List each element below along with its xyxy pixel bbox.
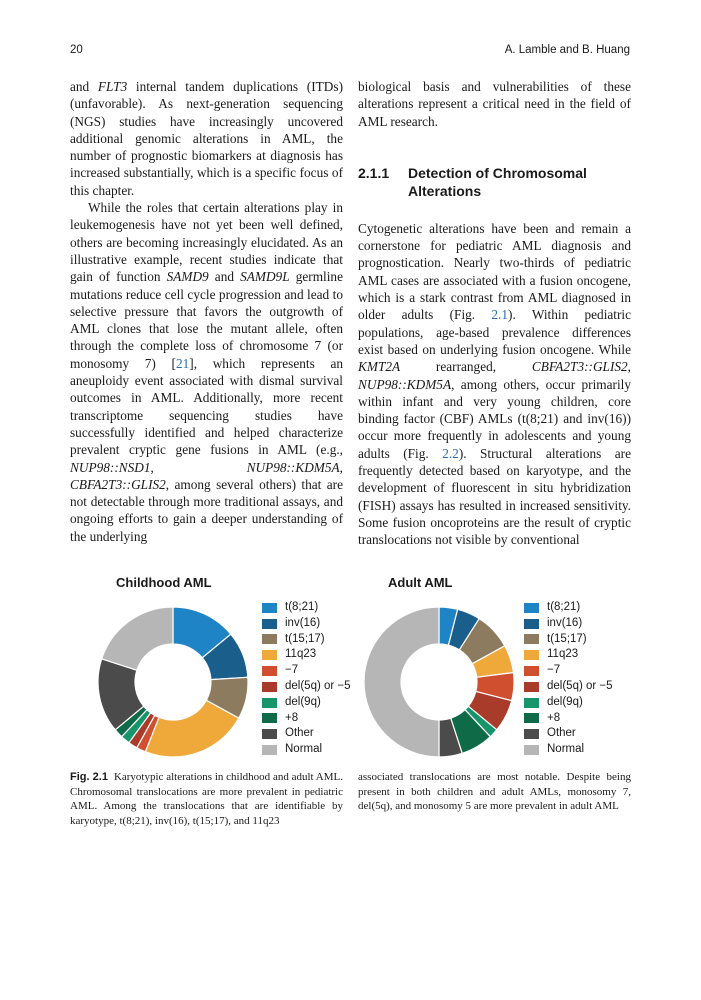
legend-item <box>262 695 351 711</box>
legend-swatch <box>524 713 539 723</box>
paragraph: biological basis and vulnerabilities of these alterations represent a critical need in the field of AML research. <box>358 79 631 129</box>
page-number: 20 <box>70 44 83 56</box>
gene-name: CBFA2T3::GLIS2 <box>70 476 166 492</box>
page-header <box>70 44 630 64</box>
legend-swatch <box>262 666 277 676</box>
legend-swatch <box>262 745 277 755</box>
legend-adult <box>524 600 613 758</box>
paragraph: and FLT3 internal tandem duplications (ITDs) (unfavorable). As next-generation sequencing (NGS) studies have increasingly uncovered additional genomic alterations in AML, the number of prognostic biomarkers at diagnosis has increased substantially, which is a specific focus of this chapter. <box>70 79 343 198</box>
legend-label: Other <box>285 727 314 740</box>
reference-link[interactable]: 21 <box>175 355 190 371</box>
legend-swatch <box>262 650 277 660</box>
donut-chart-childhood <box>88 597 258 767</box>
legend-item <box>262 726 351 742</box>
legend-swatch <box>524 729 539 739</box>
legend-item <box>262 663 351 679</box>
figure-caption-left <box>70 770 343 828</box>
legend-swatch <box>262 729 277 739</box>
legend-item <box>524 616 613 632</box>
legend-label: 11q23 <box>285 648 317 661</box>
legend-label: del(9q) <box>285 695 321 708</box>
legend-item <box>262 616 351 632</box>
legend-swatch <box>262 619 277 629</box>
legend-label: −7 <box>547 664 561 677</box>
legend-item <box>262 679 351 695</box>
donut-slice-9 <box>102 607 173 670</box>
legend-item <box>262 600 351 616</box>
section-heading <box>358 164 631 200</box>
legend-label: +8 <box>547 711 561 724</box>
legend-label: t(15;17) <box>285 632 325 645</box>
legend-item <box>524 711 613 727</box>
chart-title-adult: Adult AML <box>388 575 453 590</box>
legend-item <box>524 679 613 695</box>
section-number: 2.1.1 <box>358 164 390 181</box>
legend-swatch <box>262 603 277 613</box>
legend-swatch <box>262 713 277 723</box>
legend-label: del(5q) or −5 <box>285 679 351 692</box>
chart-title-childhood: Childhood AML <box>116 575 212 590</box>
legend-swatch <box>524 619 539 629</box>
legend-swatch <box>524 650 539 660</box>
legend-label: del(9q) <box>547 695 583 708</box>
gene-name: CBFA2T3::GLIS2 <box>531 359 628 375</box>
legend-label: Other <box>547 727 576 740</box>
legend-label: Normal <box>547 743 585 756</box>
legend-label: t(8;21) <box>285 601 319 613</box>
caption-text: associated translocations are most notable. Despite being present in both children and adult AMLs, monosomy 7, del(5q), and monosomy 5 are more prevalent in adult AML <box>358 771 631 812</box>
legend-item <box>262 632 351 648</box>
legend-label: Normal <box>285 743 323 756</box>
legend-item <box>524 726 613 742</box>
legend-item <box>262 742 351 758</box>
legend-item <box>524 742 613 758</box>
legend-swatch <box>524 666 539 676</box>
legend-item <box>524 632 613 648</box>
gene-name: NUP98::KDM5A <box>358 376 452 392</box>
legend-item <box>262 647 351 663</box>
legend-item <box>524 647 613 663</box>
legend-swatch <box>524 603 539 613</box>
paragraph: Cytogenetic alterations have been and remain a cornerstone for pediatric AML diagnosis and prognostication. Nearly two-thirds of pediatric AML cases are associated with a fusion oncogene, which is a stark contrast from AML diagnosed in older adults (Fig. 2.1). Within pediatric populations, age-based prevalence differences exist based on underlying fusion oncogene. While KMT2A rearranged, CBFA2T3::GLIS2, NUP98::KDM5A, among others, occur primarily within infant and very young children, core binding factor (CBF) AMLs (t(8;21) and inv(16)) occur more frequently in adolescents and young adults (Fig. 2.2). Structural alterations are frequently detected based on karyotype, and the development of fluorescent in situ hybridization (FISH) assays has resulted in increased sensitivity. Some fusion oncoproteins are the result of cryptic translocations not visible by conventional <box>358 220 632 548</box>
donut-slice-9 <box>364 607 439 757</box>
figure-label: Fig. 2.1 <box>70 771 108 783</box>
reference-link[interactable]: 2.1 <box>491 307 509 323</box>
donut-chart-adult <box>354 597 524 767</box>
legend-label: t(15;17) <box>547 632 587 645</box>
legend-label: t(8;21) <box>547 601 581 613</box>
left-column <box>70 78 343 545</box>
legend-label: +8 <box>285 711 299 724</box>
legend-swatch <box>262 634 277 644</box>
gene-name: SAMD9L <box>240 269 290 285</box>
legend-label: inv(16) <box>547 616 583 629</box>
running-authors: A. Lamble and B. Huang <box>504 44 630 56</box>
legend-swatch <box>262 682 277 692</box>
legend-label: 11q23 <box>547 648 579 661</box>
legend-item <box>524 600 613 616</box>
gene-name: KMT2A <box>358 359 401 375</box>
gene-name: NUP98::KDM5A <box>246 459 340 475</box>
section-title: Detection of Chromosomal Alterations <box>408 164 587 199</box>
legend-item <box>262 711 351 727</box>
legend-swatch <box>524 682 539 692</box>
caption-text: Karyotypic alterations in childhood and adult AML. Chromosomal translocations are more prevalent in pediatric AML. Among the translocations that are identifiable by karyotype, t(8;21), inv(16), t(15;17), and 11q23 <box>70 771 343 827</box>
legend-label: del(5q) or −5 <box>547 679 613 692</box>
legend-label: inv(16) <box>285 616 321 629</box>
legend-item <box>524 663 613 679</box>
right-column <box>358 78 631 549</box>
legend-label: −7 <box>285 664 299 677</box>
gene-name: FLT3 <box>97 79 128 94</box>
legend-childhood <box>262 600 351 758</box>
gene-name: NUP98::NSD1 <box>70 459 151 475</box>
reference-link[interactable]: 2.2 <box>442 445 459 461</box>
legend-swatch <box>262 698 277 708</box>
legend-swatch <box>524 745 539 755</box>
gene-name: SAMD9 <box>166 269 209 285</box>
paragraph: While the roles that certain alterations play in leukemogenesis have not yet been well defined, others are becoming increasingly elucidated. As an illustrative example, recent studies indicate that gain of function SAMD9 and SAMD9L germline mutations reduce cell cycle progression and lead to selective pressure that favors the outgrowth of AML clones that lose the mutant allele, often through the complete loss of chromosome 7 (or monosomy 7) [21], which represents an aneuploidy event associated with dismal survival outcomes in AML. Additionally, more recent transcriptome sequencing studies have successfully identified and helped characterize prevalent cryptic gene fusions in AML (e.g., NUP98::NSD1, NUP98::KDM5A, CBFA2T3::GLIS2, among several others) that are not detectable through more traditional assays, and ongoing efforts to gain a deeper understanding of the underlying <box>70 200 343 544</box>
legend-swatch <box>524 634 539 644</box>
legend-item <box>524 695 613 711</box>
legend-swatch <box>524 698 539 708</box>
figure-caption-right <box>358 770 631 814</box>
